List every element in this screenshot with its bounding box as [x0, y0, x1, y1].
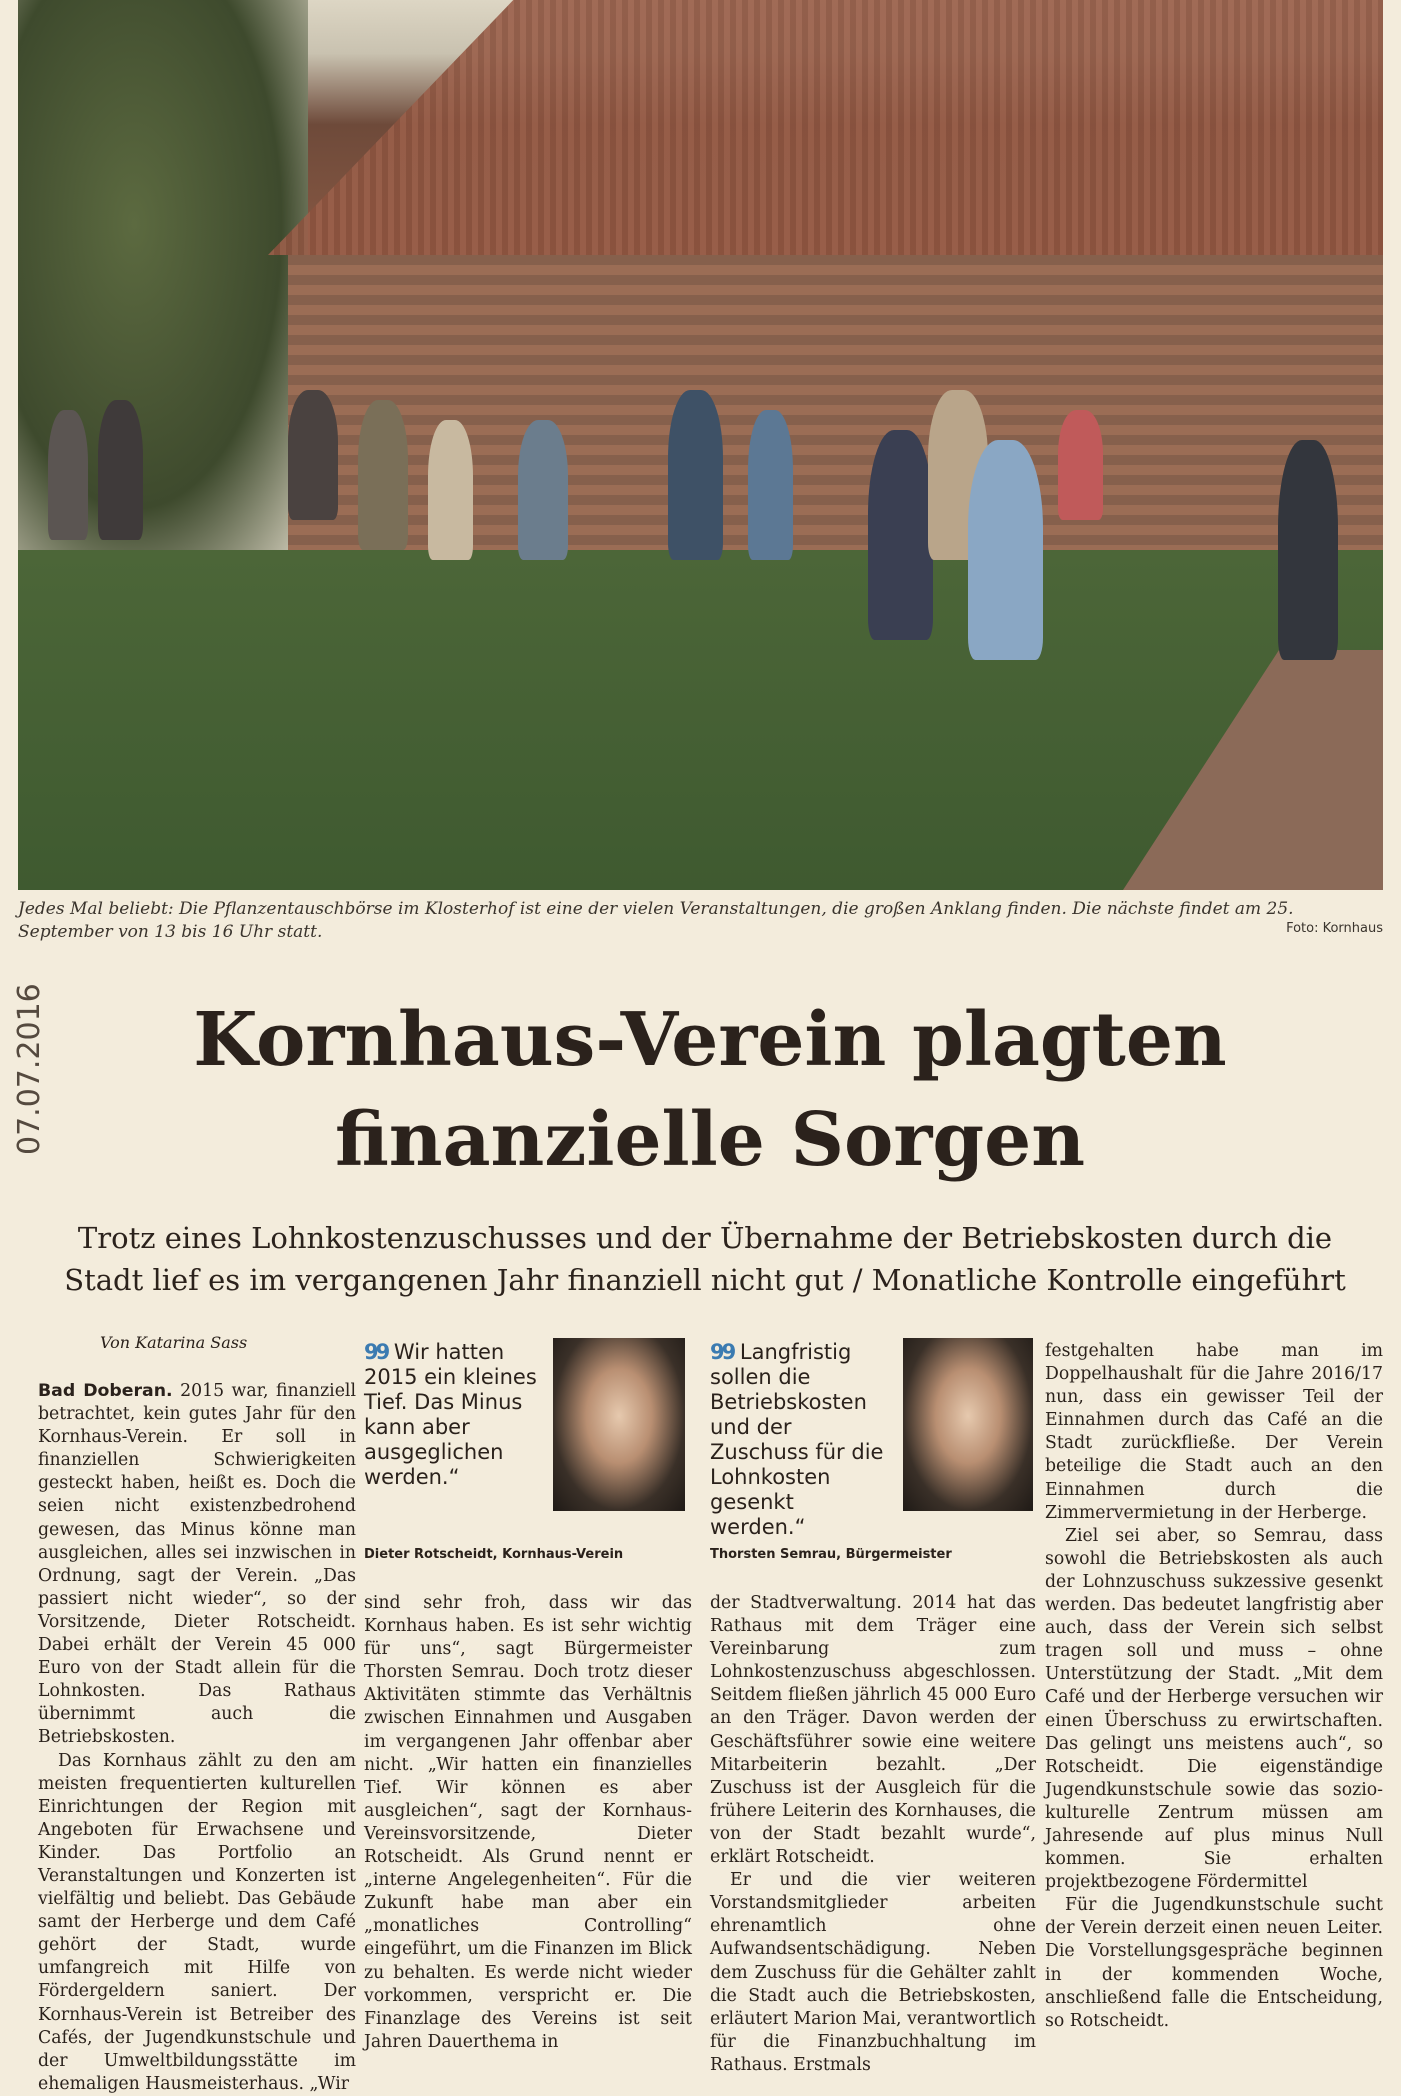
subheadline: Trotz eines Lohnkostenzuschusses und der Übernahme der Betriebskosten durch die Stadt lief es im vergangenen Jahr finanziell nicht gut / Monatliche Kontrolle eingeführt: [64, 1221, 1346, 1297]
column-4-paragraph-2: Ziel sei aber, so Semrau, dass sowohl die Betriebskosten als auch der Lohnzuschuss sukzessive gesenkt werden. Das bedeutet langfristig aber auch, dass der Verein sich selbst tragen soll und muss – ohne Unterstützung der Stadt. „Mit dem Café und der Herberge versuchen wir einen Überschuss zu erwirtschaften. Das gelingt uns meistens auch“, so Rotscheidt. Die eigenständige Jugendkunstschule sowie das sozio-kulturelle Zentrum müssen am Jahresende auf plus minus Null kommen. Sie erhalten projektbezogene Fördermittel: [1045, 1525, 1383, 1893]
quote-2-name: Thorsten Semrau, Bürgermeister: [710, 1547, 952, 1562]
column-4-paragraph-3: Für die Jugendkunstschule sucht der Verein derzeit einen neuen Leiter. Die Vorstellungsgespräche beginnen in der kommenden Woche, anschließend falle die Entscheidung, so Rotscheidt.: [1045, 1895, 1383, 2031]
headline: [60, 990, 1360, 1190]
column-2-paragraph-1: sind sehr froh, dass wir das Kornhaus haben. Es ist sehr wichtig für uns“, sagt Bürgermeister Thorsten Semrau. Doch trotz dieser Aktivitäten stimmte das Verhältnis zwischen Einnahmen und Ausgaben im vergangenen Jahr offenbar aber nicht. „Wir hatten ein finanzielles Tief. Wir können es aber ausgleichen“, sagt der Kornhaus-Vereinsvorsitzende, Dieter Rotscheidt. Als Grund nennt er „interne Angelegenheiten“. Für die Zukunft habe man aber ein „monatliches Controlling“ eingeführt, um die Finanzen im Blick zu behalten. Es werde nicht wieder vorkommen, verspricht er. Die Finanzlage des Vereins ist seit Jahren Dauerthema in: [364, 1593, 692, 2052]
column-1-text-1: 2015 war, finanziell betrachtet, kein gutes Jahr für den Kornhaus-Verein. Er soll in finanziellen Schwierigkeiten gesteckt haben, heißt es. Doch die seien nicht existenzbedrohend gewesen, das Minus könne man ausgleichen, alles sei inzwischen in Ordnung, sagt der Verein. „Das passiert nicht wieder“, so der Vorsitzende, Dieter Rotscheidt. Dabei erhält der Verein 45 000 Euro von der Stadt allein für die Lohnkosten. Das Rathaus übernimmt auch die Betriebskosten.: [38, 1381, 356, 1748]
handwritten-date: [12, 983, 52, 1175]
column-3-paragraph-1: der Stadtverwaltung. 2014 hat das Rathaus mit dem Träger eine Vereinbarung zum Lohnkostenzuschuss abgeschlossen. Seitdem fließen jährlich 45 000 Euro an den Träger. Davon werden der Geschäftsführer sowie eine weitere Mitarbeiterin bezahlt. „Der Zuschuss ist der Ausgleich für die frühere Leiterin des Kornhauses, die von der Stadt bezahlt wurde“, erklärt Rotscheidt.: [710, 1593, 1036, 1868]
quote-1-name: Dieter Rotscheidt, Kornhaus-Verein: [364, 1547, 624, 1562]
headline-line-2: finanzielle Sorgen: [334, 1097, 1086, 1183]
column-1-paragraph-2: Das Kornhaus zählt zu den am meisten frequentierten kulturellen Einrichtungen der Region mit Angeboten für Erwachsene und Kinder. Das Portfolio an Veranstaltungen und Konzerten ist vielfältig und beliebt. Das Gebäude samt der Herberge und dem Café gehört der Stadt, wurde umfangreich mit Hilfe von Fördergeldern saniert. Der Kornhaus-Verein ist Betreiber des Cafés, der Jugendkunstschule und der Umweltbildungsstätte im ehemaligen Hausmeisterhaus. „Wir: [38, 1750, 356, 2094]
author-byline: Von Katarina Sass: [100, 1333, 248, 1352]
photo-roof: [268, 0, 1383, 255]
column-1-paragraph-1: [38, 1380, 356, 1750]
article-column-1: [38, 1380, 356, 2096]
column-3-paragraph-2: Er und die vier weiteren Vorstandsmitglieder arbeiten ehrenamtlich ohne Aufwandsentschädigung. Neben dem Zuschuss für die Gehälter zahlt die Stadt auch die Betriebskosten, erläutert Marion Mai, verantwortlich für die Finanzbuchhaltung im Rathaus. Erstmals: [710, 1870, 1036, 2075]
photo-caption: Jedes Mal beliebt: Die Pflanzentauschbörse im Klosterhof ist eine der vielen Veranstaltungen, die großen Anklang finden. Die nächste findet am 25. September von 13 bis 16 Uhr statt.: [18, 899, 1294, 942]
article-column-4: [1045, 1340, 1383, 2033]
date-text: 07.07.2016: [12, 983, 47, 1155]
quote-mark-icon: 99: [364, 1340, 388, 1364]
quote-rotscheidt: [364, 1340, 539, 1490]
column-4-paragraph-1: festgehalten habe man im Doppelhaushalt für die Jahre 2016/17 nun, dass ein gewisser Teil der Einnahmen durch das Café an die Stadt zurückfließe. Der Verein beteilige die Stadt auch an den Einnahmen durch die Zimmervermietung in der Herberge.: [1045, 1341, 1383, 1523]
photo-credit: Foto: Kornhaus: [1286, 921, 1383, 936]
article-column-2: [364, 1592, 692, 2054]
photo-crowd: [48, 390, 1368, 750]
headline-line-1: Kornhaus-Verein plagten: [193, 997, 1227, 1083]
quote-semrau: [710, 1340, 890, 1540]
portrait-semrau: [903, 1338, 1033, 1511]
article-photo: [18, 0, 1383, 890]
dateline: Bad Doberan.: [38, 1381, 173, 1401]
portrait-rotscheidt: [553, 1338, 685, 1511]
article-column-3: [710, 1592, 1036, 2077]
quote-2-text: Langfristig sollen die Betriebskosten und der Zuschuss für die Lohnkosten gesenkt werden.“: [710, 1340, 884, 1539]
quote-mark-icon: 99: [710, 1340, 734, 1364]
quote-1-text: Wir hatten 2015 ein kleines Tief. Das Minus kann aber ausgeglichen werden.“: [364, 1340, 537, 1489]
